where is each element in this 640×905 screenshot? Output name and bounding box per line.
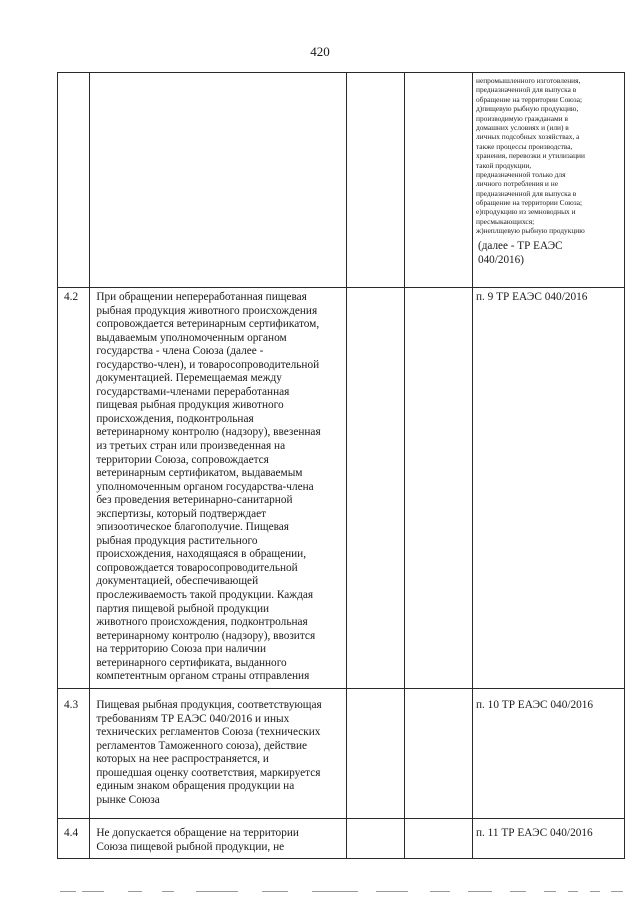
empty-cell	[346, 288, 404, 689]
row-number: 4.3	[58, 689, 90, 819]
empty-cell	[405, 288, 473, 689]
empty-cell	[405, 819, 473, 859]
reference-cell: п. 10 ТР ЕАЭС 040/2016	[472, 689, 624, 819]
reference-cell: п. 11 ТР ЕАЭС 040/2016	[472, 819, 624, 859]
scan-footer-marks	[58, 889, 626, 895]
requirement-text: Пищевая рыбная продукция, соответствующая требованиям ТР ЕАЭС 040/2016 и иных технических регламентов Союза (технических регламентов Таможенного союза), действие которых на нее распространяется, и прошедшая оценку соответствия, маркируется единым знаком обращения продукции на рынке Союза	[90, 689, 347, 819]
table-row	[58, 73, 625, 288]
table-row	[58, 288, 625, 689]
reference-cell	[472, 73, 624, 288]
requirement-text	[90, 73, 347, 288]
requirement-text: При обращении непереработанная пищевая рыбная продукция животного происхождения сопровождается ветеринарным сертификатом, выдаваемым уполномоченным органом государства - члена Союза (далее - государство-член), и товаросопроводительной документацией. Перемещаемая между государствами-членами переработанная пищевая рыбная продукция животного происхождения, подконтрольная ветеринарному контролю (надзору), ввезенная из третьих стран или произведенная на территории Союза, сопровождается ветеринарным сертификатом, выдаваемым уполномоченным органом государства-члена без проведения ветеринарно-санитарной экспертизы, который подтверждает эпизоотическое благополучие. Пищевая рыбная продукция растительного происхождения, находящаяся в обращении, сопровождается товаросопроводительной документацией, обеспечивающей прослеживаемость такой продукции. Каждая партия пищевой рыбной продукции животного происхождения, подконтрольная ветеринарному контролю (надзору), ввозится на территорию Союза при наличии ветеринарного сертификата, выданного компетентным органом страны отправления	[90, 288, 347, 689]
requirement-text: Не допускается обращение на территории Союза пищевой рыбной продукции, не	[90, 819, 347, 859]
row-number: 4.2	[58, 288, 90, 689]
requirements-table	[57, 72, 625, 859]
table-row	[58, 689, 625, 819]
empty-cell	[346, 689, 404, 819]
reference-abbreviation-note: (далее - ТР ЕАЭС 040/2016)	[477, 239, 563, 267]
row-number	[58, 73, 90, 288]
empty-cell	[405, 689, 473, 819]
table-row	[58, 819, 625, 859]
empty-cell	[405, 73, 473, 288]
reference-cell: п. 9 ТР ЕАЭС 040/2016	[472, 288, 624, 689]
reference-continuation-text: непромышленного изготовления, предназначенной для выпуска в обращение на территории Союза; д)пищевую рыбную продукцию, производимую гражданами в домашних условиях и (или) в личных подсобных хозяйствах, а также процессы производства, хранения, перевозки и утилизации такой продукции, предназначенной только для личного потребления и не предназначенной для выпуска в обращение на территории Союза; e)продукцию из земноводных и пресмыкающихся; ж)неплщевую рыбную продукцию	[475, 76, 585, 236]
empty-cell	[346, 73, 404, 288]
row-number: 4.4	[58, 819, 90, 859]
page-number: 420	[310, 44, 330, 59]
empty-cell	[346, 819, 404, 859]
